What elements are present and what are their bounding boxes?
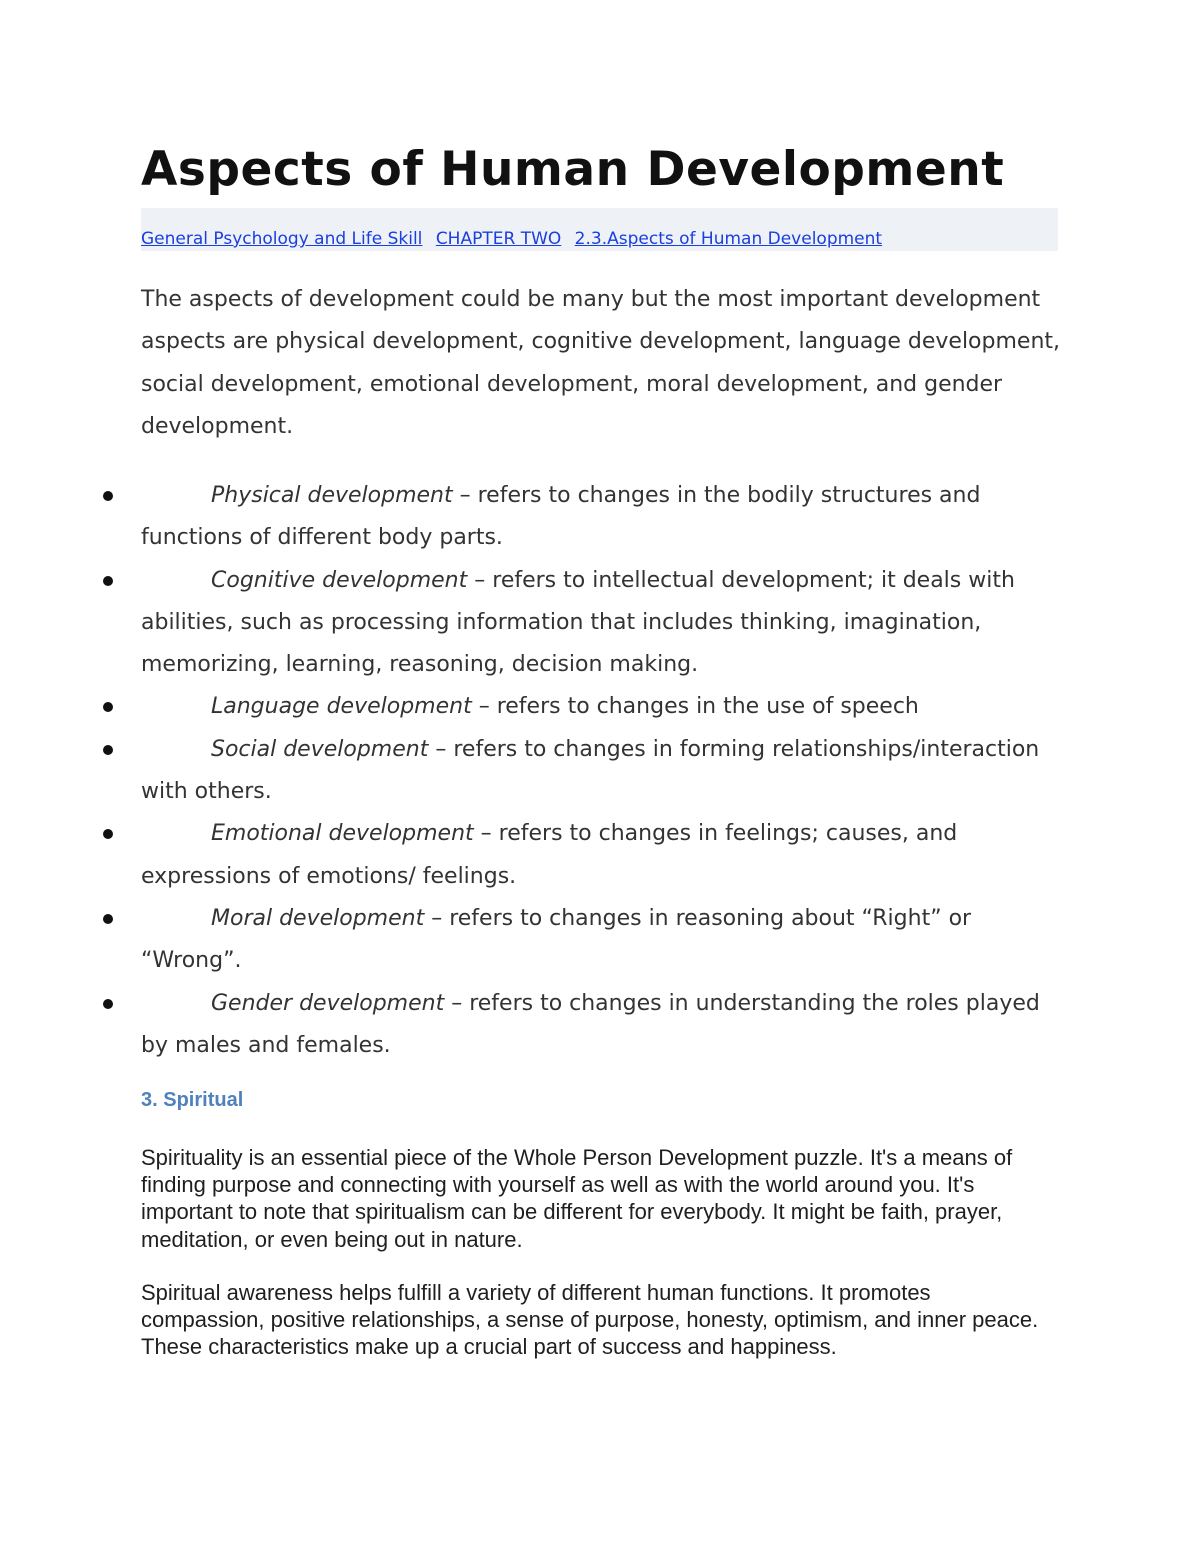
bullet-icon bbox=[103, 914, 113, 924]
breadcrumb-link-course[interactable]: General Psychology and Life Skill bbox=[141, 229, 423, 249]
list-item-moral bbox=[141, 898, 1051, 983]
term-gender: Gender development bbox=[211, 990, 445, 1016]
page-title: Aspects of Human Development bbox=[141, 142, 1005, 197]
breadcrumb-link-section[interactable]: 2.3.Aspects of Human Development bbox=[574, 229, 883, 249]
breadcrumb-link-chapter[interactable]: CHAPTER TWO bbox=[435, 229, 562, 249]
development-aspects-list bbox=[0, 475, 1200, 1067]
list-item-physical bbox=[141, 475, 1051, 560]
bullet-icon bbox=[103, 702, 113, 712]
definition-physical: – refers to changes in the bodily structures and functions of different body parts. bbox=[141, 483, 981, 551]
spiritual-awareness-paragraph: Spiritual awareness helps fulfill a variety of different human functions. It promotes compassion, positive relationships, a sense of purpose, honesty, optimism, and inner peace. These characteristics make up a crucial part of success and happiness. bbox=[141, 1280, 1039, 1360]
list-item-gender bbox=[141, 983, 1051, 1068]
list-item-emotional bbox=[141, 813, 1051, 898]
term-social: Social development bbox=[211, 736, 429, 762]
bullet-icon bbox=[103, 999, 113, 1009]
section-heading-spiritual: 3. Spiritual bbox=[141, 1089, 244, 1111]
definition-social: – refers to changes in forming relationships/interaction with others. bbox=[141, 736, 1040, 805]
intro-paragraph: The aspects of development could be many but the most important development aspects are physical development, cognitive development, language development, social development, emotional development, moral development, and gender development. bbox=[141, 287, 1061, 439]
list-item-language bbox=[141, 686, 1051, 728]
term-cognitive: Cognitive development bbox=[211, 567, 468, 593]
bullet-icon bbox=[103, 745, 113, 755]
breadcrumb bbox=[141, 208, 1058, 251]
term-physical: Physical development bbox=[211, 483, 453, 508]
definition-language: – refers to changes in the use of speech bbox=[471, 694, 919, 720]
term-moral: Moral development bbox=[211, 905, 425, 931]
definition-cognitive: – refers to intellectual development; it deals with abilities, such as processing information that includes thinking, imagination, memorizing, learning, reasoning, decision making. bbox=[141, 567, 1015, 678]
list-item-cognitive bbox=[141, 560, 1051, 687]
term-language: Language development bbox=[211, 694, 472, 720]
bullet-icon bbox=[103, 829, 113, 839]
list-item-social bbox=[141, 729, 1051, 814]
bullet-icon bbox=[103, 491, 113, 501]
definition-gender: – refers to changes in understanding the roles played by males and females. bbox=[141, 990, 1040, 1058]
term-emotional: Emotional development bbox=[211, 821, 474, 847]
definition-moral: – refers to changes in reasoning about “Right” or “Wrong”. bbox=[141, 905, 972, 974]
definition-emotional: – refers to changes in feelings; causes, and expressions of emotions/ feelings. bbox=[141, 821, 958, 889]
spirituality-paragraph: Spirituality is an essential piece of the Whole Person Development puzzle. It's a means of finding purpose and connecting with yourself as well as with the world around you. It's important to note that spiritualism can be different for everybody. It might be faith, prayer, meditation, or even being out in nature. bbox=[141, 1145, 1013, 1252]
bullet-icon bbox=[103, 576, 113, 586]
